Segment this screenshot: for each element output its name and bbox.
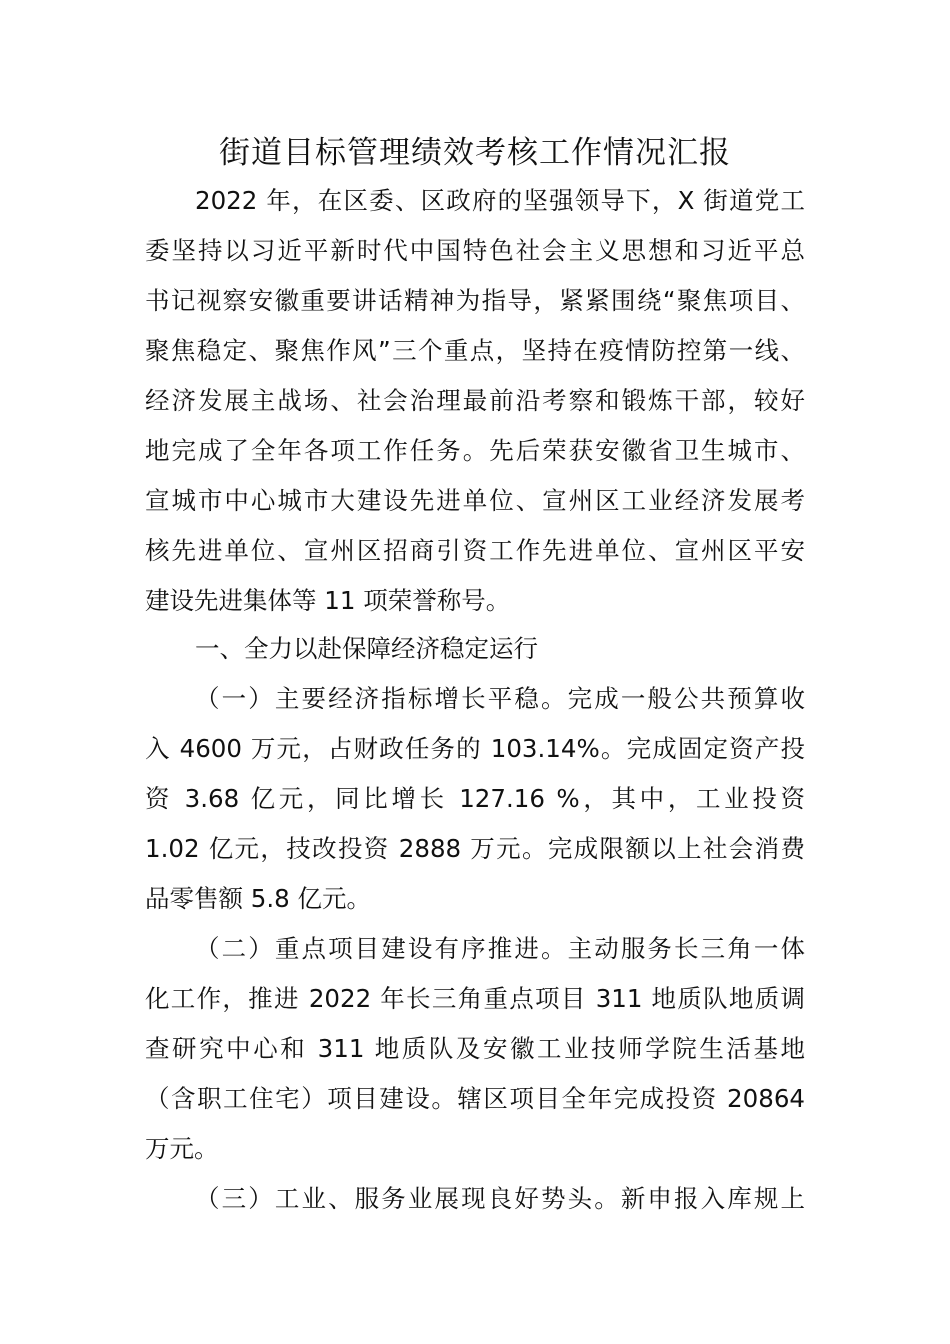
paragraph-line: 万元。 [145,1134,219,1163]
paragraph-line: 1.02 亿元，技改投资 2888 万元。完成限额以上社会消费 [145,834,805,863]
paragraph-line: 入 4600 万元，占财政任务的 103.14%。完成固定资产投 [145,734,805,763]
paragraph-line: 2022 年，在区委、区政府的坚强领导下，X 街道党工 [195,186,805,215]
document-title: 街道目标管理绩效考核工作情况汇报 [219,135,731,171]
paragraph-line: （一）主要经济指标增长平稳。完成一般公共预算收 [195,684,805,713]
paragraph-line: 地完成了全年各项工作任务。先后荣获安徽省卫生城市、 [145,436,805,465]
paragraph-line: 书记视察安徽重要讲话精神为指导，紧紧围绕“聚焦项目、 [145,286,805,315]
paragraph-line: （二）重点项目建设有序推进。主动服务长三角一体 [195,934,805,963]
paragraph-line: 委坚持以习近平新时代中国特色社会主义思想和习近平总 [145,236,805,265]
paragraph-line: 经济发展主战场、社会治理最前沿考察和锻炼干部，较好 [145,386,805,415]
paragraph-line: 宣城市中心城市大建设先进单位、宣州区工业经济发展考 [145,486,805,515]
paragraph-line: 化工作，推进 2022 年长三角重点项目 311 地质队地质调 [145,984,805,1013]
paragraph-line: 查研究中心和 311 地质队及安徽工业技师学院生活基地 [145,1034,805,1063]
paragraph-line: 资 3.68 亿元，同比增长 127.16 %，其中，工业投资 [145,784,805,813]
section-heading: 一、全力以赴保障经济稳定运行 [195,634,538,663]
paragraph-line: （三）工业、服务业展现良好势头。新申报入库规上 [195,1184,805,1213]
paragraph-line: 聚焦稳定、聚焦作风”三个重点，坚持在疫情防控第一线、 [145,336,805,365]
paragraph-line: 品零售额 5.8 亿元。 [145,884,372,913]
paragraph-line: （含职工住宅）项目建设。辖区项目全年完成投资 20864 [145,1084,805,1113]
paragraph-line: 核先进单位、宣州区招商引资工作先进单位、宣州区平安 [145,536,805,565]
paragraph-line: 建设先进集体等 11 项荣誉称号。 [145,586,511,615]
